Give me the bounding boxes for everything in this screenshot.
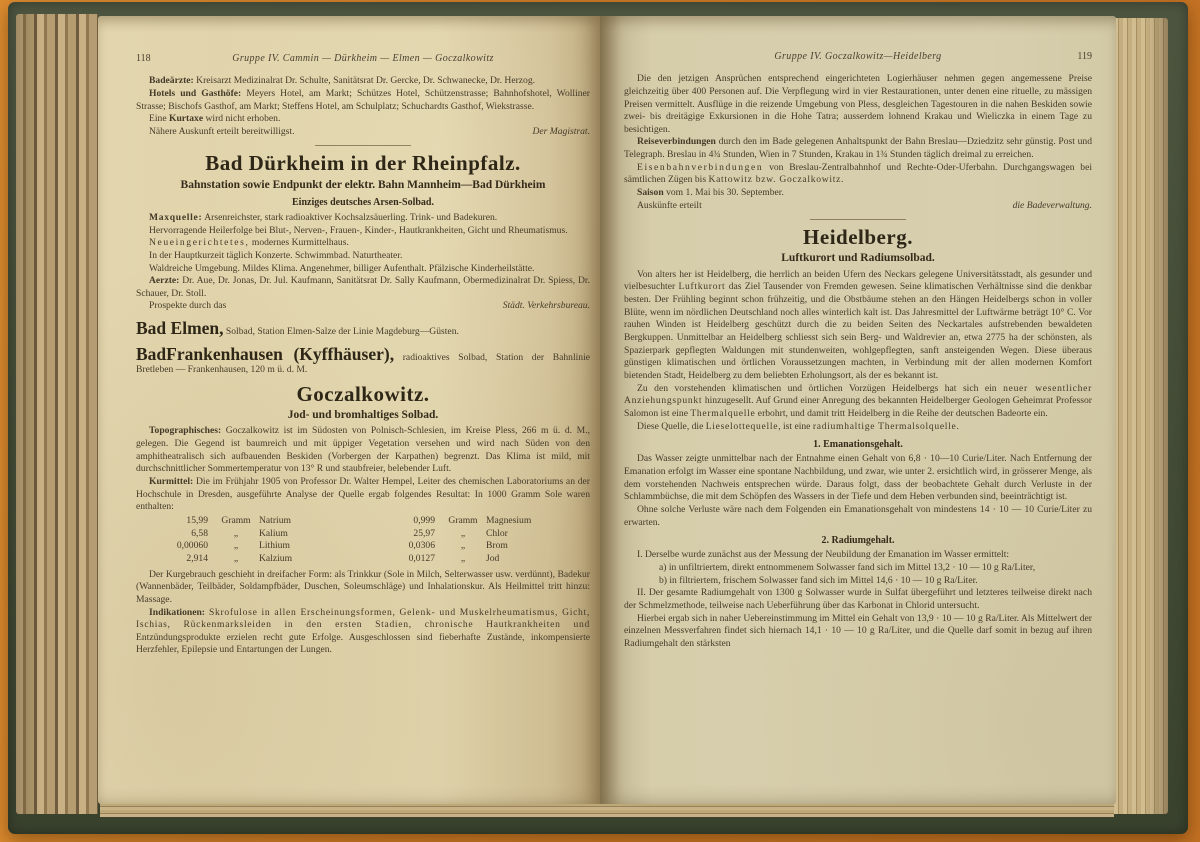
analysis-value: 25,97	[413, 527, 435, 539]
paragraph-konzerte: In der Hauptkurzeit täglich Konzerte. Schwimmbad. Naturtheater.	[149, 249, 403, 261]
analysis-table	[136, 515, 590, 566]
paragraph-topographisches: Topographisches: Goczalkowitz ist im Südosten von Polnisch-Schlesien, im Kreise Pless, 266 m ü. d. M., gelegen. Die Gegend ist baumreich und mit üppiger Vegetation versehen und wird nach Süden von den amphitheatralisch sich aufbauenden Beskiden (Vorbergen der Karpathen) begrenzt. Das Klima ist mild, mit durchschnittlicher Sommertemperatur von 13° R und staubfreier, belebender Luft.	[136, 425, 590, 475]
section-divider	[315, 145, 411, 146]
paragraph-kurmittel: Kurmittel: Die im Frühjahr 1905 von Professor Dr. Walter Hempel, Leiter des chemischen Laboratoriums an der Hochschule in Dresden, ausgeführte Analyse der Quelle ergab folgendes Resultat: In 1000 Gramm Sole waren enthalten:	[136, 475, 590, 513]
subtitle-heidelberg: Luftkurort und Radiumsolbad.	[781, 252, 935, 265]
paragraph-kurgebrauch: Der Kurgebrauch geschieht in dreifacher Form: als Trinkkur (Sole in Milch, Selterwasser usw. verdünnt), Badekur (Wannenbäder, Teilbäder, Soldampfbäder, Duschen, Soleumschläge) und Inhalationskur. Als Heilmittel tritt hinzu: Massage.	[136, 568, 590, 605]
analysis-value: 6,58	[191, 527, 208, 539]
paragraph-umgebung: Waldreiche Umgebung. Mildes Klima. Angenehmer, billiger Aufenthalt. Pfälzische Kinderheilstätte.	[149, 262, 535, 274]
analysis-value: 2,914	[186, 552, 208, 564]
paragraph-prospekte: Prospekte durch das Städt. Verkehrsbureau.	[149, 300, 590, 312]
paragraph-heidelberg-intro: Von alters her ist Heidelberg, die herrlich an beiden Ufern des Neckars gelegene Universitätsstadt, als gesunder und vielbesuchter Luftkurort das Ziel Tausender von Fremden gewesen. Seine klimatischen Verhältnisse sind die denkbar besten. Der Frühling beginnt schon frühzeitig, und die Obstbäume stehen an den Hängen Heidelbergs schon in voller Blüte, wenn im nördlichen Deutschland noch alles winterlich kalt ist. Das Jahresmittel der Luftwärme beträgt 10° C. Vor rauhen Winden ist Heidelberg geschützt durch die zu beiden Seiten des Neckartales aufstrebenden bewaldeten Bergkuppen. Unmittelbar an Heidelberg schliesst sich sein Berg- und Waldrevier an, etwa 2775 ha der schönsten, als Spazierpark gepflegten Waldungen mit stundenweiten, wohlgepflegten, sanft ansteigenden Wegen. Diese überaus günstigen klimatischen und örtlichen Voraussetzungen machten, in Verbindung mit der allen modernen Komfort bietenden Stadt, Heidelberg zu dem beliebten Erholungsort, als der es bekannt ist.	[624, 268, 1092, 381]
title-bad-frankenhausen: BadFrankenhausen (Kyffhäuser),	[136, 343, 395, 364]
right-page	[600, 16, 1116, 804]
analysis-value: 0,00060	[176, 540, 208, 552]
signature-magistrat: Der Magistrat.	[532, 125, 590, 137]
paragraph-anziehungspunkt: Zu den vorstehenden klimatischen und örtlichen Vorzügen Heidelbergs hat sich ein neuer wesentlicher Anziehungspunkt hinzugesellt. Auf Grund einer Anregung des bekannten Heidelberger Geologen Geheimrat Professor Salomon ist eine Thermalquelle erbohrt, und damit tritt Heidelberg in die Reihe der deutschen Badeorte ein.	[624, 382, 1092, 419]
paragraph-logierhaeuser: Die den jetzigen Ansprüchen entsprechend eingerichteten Logierhäuser nehmen gegen angemessene Preise gleichzeitig über 400 Personen auf. Die Verpflegung wird in vier Restaurationen, unter denen eine rituelle, zu mässigen Preisen vermittelt. Ausflüge in die reizende Umgebung von Pless, desgleichen Tagestouren in die nahen Beskiden sowie zwei- bis dreitägige Exkursionen in die Hohe Tatra; ausserdem lohnend Krakau und Wieliczka in einem Tage zu besichtigen.	[624, 73, 1092, 135]
paragraph-kurmittelhaus: Neueingerichtetes, modernes Kurmittelhaus.	[149, 237, 349, 249]
left-page	[98, 16, 600, 804]
paragraph-emanation-1: Das Wasser zeigte unmittelbar nach der Entnahme einen Gehalt von 6,8 · 10—10 Curie/Liter. Nach Entfernung der Emanation erfolgt im Wasser eine spontane Nachbildung, und zwar, wie unter 2. ersichtlich wird, in grösserer Menge, als dem vorstehenden Nachweis entsprechen würde. Daraus folgt, dass der beobachtete Gehalt durch Verluste in der Schlammbüchse, die mit dem Schöpfen des Wassers in der Tiefe und dem Heben verbunden sind, beeinträchtigt ist.	[624, 453, 1092, 503]
paragraph-auskunft: Nähere Auskunft erteilt bereitwilligst. Der Magistrat.	[149, 125, 590, 137]
page-edges-left	[16, 14, 98, 814]
paragraph-emanation-2: Ohne solche Verluste wäre nach dem Folgenden ein Emanationsgehalt von mindestens 14 · 10 — 10 Curie/Liter zu erwarten.	[624, 503, 1092, 528]
page-number-right: 119	[1077, 51, 1092, 62]
subtitle-bad-duerkheim: Bahnstation sowie Endpunkt der elektr. Bahn Mannheim—Bad Dürkheim	[180, 178, 546, 191]
analysis-value: 0,0306	[408, 540, 435, 552]
page-number-left: 118	[136, 53, 151, 64]
paragraph-radium-2: II. Der gesamte Radiumgehalt von 1300 g Solwasser wurde in Sulfat übergeführt und letzteres teilweise direkt nach der Schmelzmethode, teilweise nach Ueberführung über das Karbonat in Chlorid untersucht.	[624, 587, 1092, 612]
paragraph-saison: Saison vom 1. Mai bis 30. September.	[637, 187, 784, 199]
paragraph-indikationen: Indikationen: Skrofulose in allen Erscheinungsformen, Gelenk- und Muskelrheumatismus, Gicht, Ischias, Rückenmarksleiden in den ersten Stadien, chronische Hautkrankheiten und Entzündungsprodukte erzielen recht gute Erfolge. Ausgeschlossen sind fieberhafte Zustände, inkompensierte Herzfehler, Epilepsie und Entartungen der Lungen.	[136, 606, 590, 656]
entry-bad-elmen: Bad Elmen, Solbad, Station Elmen-Salze der Linie Magdeburg—Güsten.	[136, 318, 459, 339]
paragraph-radium-a: a) in unfiltriertem, direkt entnommenem Solwasser fand sich im Mittel 13,2 · 10 — 10 g Ra/Liter,	[659, 562, 1036, 574]
analysis-row: 0,00060 „ Lithium 0,0306 „ Brom	[136, 540, 590, 553]
paragraph-hotels: Hotels und Gasthöfe: Meyers Hotel, am Markt; Schützes Hotel, Schützenstrasse; Bahnhofshotel, Wolliner Strasse; Bischofs Gasthof, am Markt; Steffens Hotel, am Schulplatz; Schuchardts Gasthof, Wiekstrasse.	[136, 87, 590, 112]
paragraph-maxquelle: Maxquelle: Arsenreichster, stark radioaktiver Kochsalzsäuerling. Trink- und Badekuren.	[149, 211, 498, 223]
tagline-arsen-solbad: Einziges deutsches Arsen-Solbad.	[292, 196, 434, 208]
signature-badeverwaltung: die Badeverwaltung.	[1012, 199, 1092, 211]
heading-radiumgehalt: 2. Radiumgehalt.	[821, 535, 895, 547]
analysis-value: 0,999	[413, 514, 435, 526]
title-bad-duerkheim: Bad Dürkheim in der Rheinpfalz.	[205, 151, 521, 176]
running-header-right	[624, 50, 1092, 63]
title-bad-elmen: Bad Elmen,	[136, 318, 224, 339]
running-header-left	[136, 52, 590, 65]
signature-verkehrsbureau: Städt. Verkehrsbureau.	[502, 300, 590, 312]
analysis-row: 15,99 Gramm Natrium 0,999 Gramm Magnesium	[136, 515, 590, 528]
heading-emanationsgehalt: 1. Emanationsgehalt.	[813, 439, 903, 451]
page-edges-bottom	[100, 802, 1114, 817]
analysis-value: 15,99	[186, 514, 208, 526]
running-title-left: Gruppe IV. Cammin — Dürkheim — Elmen — Goczalkowitz	[232, 53, 494, 64]
analysis-value: 0,0127	[408, 552, 435, 564]
paragraph-heilerfolge: Hervorragende Heilerfolge bei Blut-, Nerven-, Frauen-, Kinder-, Hautkrankheiten, Gicht und Rheumatismus.	[149, 224, 568, 236]
book-cover	[8, 2, 1188, 834]
page-edges-right	[1114, 18, 1168, 814]
running-title-right: Gruppe IV. Goczalkowitz—Heidelberg	[774, 51, 942, 62]
paragraph-auskuenfte: Auskünfte erteilt die Badeverwaltung.	[637, 199, 1092, 211]
entry-bad-frankenhausen: BadFrankenhausen (Kyffhäuser), radioaktives Solbad, Station der Bahnlinie Bretleben — Frankenhausen, 120 m ü. d. M.	[136, 343, 590, 376]
paragraph-reiseverbindungen: Reiseverbindungen durch den im Bade gelegenen Anhaltspunkt der Bahn Breslau—Dziedzitz sehr günstig. Post und Telegraph. Breslau in 4¾ Stunden, Wien in 7 Stunden, Krakau in 1¾ Stunden täglich dreimal zu erreichen.	[624, 136, 1092, 161]
subtitle-goczalkowitz: Jod- und bromhaltiges Solbad.	[287, 409, 439, 422]
paragraph-radium-b: b) in filtriertem, frischem Solwasser fand sich im Mittel 14,6 · 10 — 10 g Ra/Liter.	[659, 574, 978, 586]
paragraph-kurtaxe: Eine Kurtaxe wird nicht erhoben.	[149, 113, 281, 125]
title-goczalkowitz: Goczalkowitz.	[296, 382, 430, 407]
paragraph-badeaerzte: Badeärzte: Kreisarzt Medizinalrat Dr. Schulte, Sanitätsrat Dr. Gercke, Dr. Schwanecke, Dr. Herzog.	[149, 75, 536, 87]
section-divider	[810, 219, 906, 220]
paragraph-radium-1: I. Derselbe wurde zunächst aus der Messung der Neubildung der Emanation im Wasser ermittelt:	[637, 549, 1010, 561]
paragraph-eisenbahnverbindungen: Eisenbahnverbindungen von Breslau-Zentralbahnhof und Rechte-Oder-Uferbahn. Durchgangswagen bei sämtlichen Zügen bis Kattowitz bzw. Goczalkowitz.	[624, 161, 1092, 186]
title-heidelberg: Heidelberg.	[803, 225, 913, 250]
paragraph-lieselottequelle: Diese Quelle, die Lieselottequelle, ist eine radiumhaltige Thermalsolquelle.	[637, 420, 959, 432]
analysis-row: 6,58 „ Kalium 25,97 „ Chlor	[136, 528, 590, 541]
analysis-row: 2,914 „ Kalzium 0,0127 „ Jod	[136, 553, 590, 566]
paragraph-radium-3: Hierbei ergab sich in naher Uebereinstimmung im Mittel ein Gehalt von 13,9 · 10 — 10 g Ra/Liter. Als Mittelwert der einzelnen Messverfahren findet sich hiernach 14,1 · 10 — 10 g Ra/Liter, und die Quelle darf somit in bezug auf ihren Radiumgehalt den stärksten	[624, 612, 1092, 650]
paragraph-aerzte: Aerzte: Dr. Aue, Dr. Jonas, Dr. Jul. Kaufmann, Sanitätsrat Dr. Sally Kaufmann, Obermedizinalrat Dr. Spiess, Dr. Schauer, Dr. Stoll.	[136, 275, 590, 299]
